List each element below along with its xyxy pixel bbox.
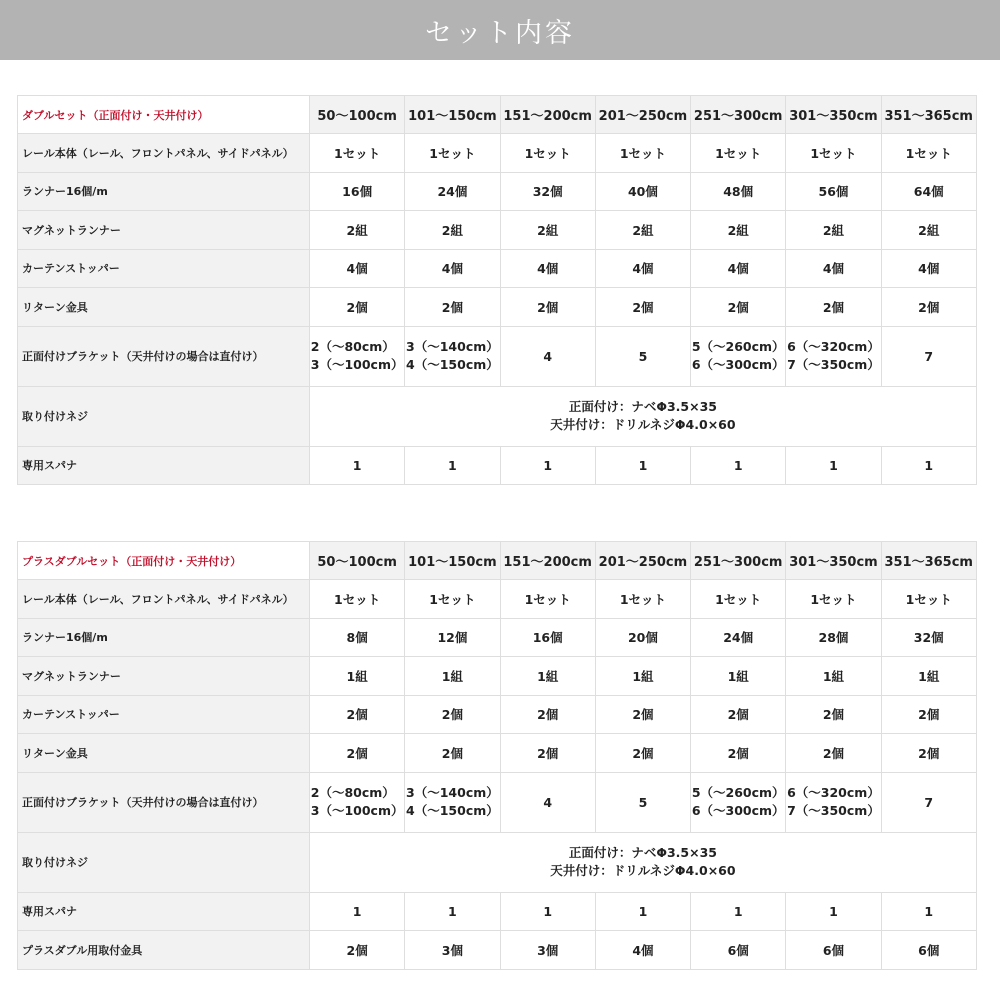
bracket-line: 7（〜350cm）	[787, 803, 880, 818]
bracket-cell	[405, 326, 500, 386]
table-cell: 6個	[786, 931, 881, 970]
table-cell: 1	[595, 892, 690, 931]
table-cell: 2個	[881, 734, 976, 773]
row-label: レール本体（レール、フロントパネル、サイドパネル）	[18, 134, 310, 173]
screws-cell	[310, 386, 977, 446]
size-column-header: 101〜150cm	[405, 542, 500, 580]
table-cell: 2個	[405, 288, 500, 327]
size-column-header: 351〜365cm	[881, 542, 976, 580]
table-header-row	[18, 96, 977, 134]
table-cell: 1	[310, 446, 405, 485]
table-cell: 1	[691, 892, 786, 931]
table-cell: 2個	[691, 288, 786, 327]
size-column-header: 251〜300cm	[691, 96, 786, 134]
screws-row	[18, 386, 977, 446]
bracket-lines	[787, 338, 880, 374]
table-cell: 1組	[405, 657, 500, 696]
screw-spec-line: 天井付け：ドリルネジΦ4.0×60	[550, 417, 736, 432]
table-heading: プラスダブルセット（正面付け・天井付け）	[18, 542, 310, 580]
table-cell: 1組	[500, 657, 595, 696]
table-cell: 2個	[595, 695, 690, 734]
bracket-cell: 7	[881, 772, 976, 832]
row-label: リターン金具	[18, 734, 310, 773]
table-row	[18, 695, 977, 734]
bracket-line: 4（〜150cm）	[406, 803, 499, 818]
table-cell: 2個	[405, 734, 500, 773]
size-column-header: 351〜365cm	[881, 96, 976, 134]
table-cell: 32個	[500, 172, 595, 211]
bracket-line: 6（〜320cm）	[787, 339, 880, 354]
bracket-cell: 7	[881, 326, 976, 386]
table-cell: 2個	[500, 734, 595, 773]
table-cell: 1セット	[786, 134, 881, 173]
bracket-lines	[787, 784, 880, 820]
table-cell: 2個	[691, 734, 786, 773]
bracket-cell: 4	[500, 326, 595, 386]
bracket-line: 4（〜150cm）	[406, 357, 499, 372]
table-row	[18, 446, 977, 485]
table-row	[18, 288, 977, 327]
table-cell: 1	[595, 446, 690, 485]
table-cell: 2個	[595, 288, 690, 327]
table-cell: 2個	[881, 695, 976, 734]
table-cell: 2組	[595, 211, 690, 250]
table-cell: 4個	[500, 249, 595, 288]
bracket-lines	[311, 784, 404, 820]
double-set-table	[17, 95, 977, 485]
table-cell: 2組	[881, 211, 976, 250]
size-column-header: 151〜200cm	[500, 542, 595, 580]
table-cell: 2個	[310, 695, 405, 734]
table-cell: 28個	[786, 618, 881, 657]
table-cell: 4個	[595, 931, 690, 970]
table-cell: 1	[405, 892, 500, 931]
table-cell: 2個	[310, 288, 405, 327]
screws-row	[18, 832, 977, 892]
row-label: ランナー16個/m	[18, 618, 310, 657]
table-cell: 20個	[595, 618, 690, 657]
table-cell: 4個	[786, 249, 881, 288]
table-cell: 2組	[500, 211, 595, 250]
table-cell: 32個	[881, 618, 976, 657]
screw-spec-line: 天井付け：ドリルネジΦ4.0×60	[550, 863, 736, 878]
table-cell: 1	[405, 446, 500, 485]
table-cell: 1組	[310, 657, 405, 696]
bracket-row	[18, 326, 977, 386]
row-label: 専用スパナ	[18, 892, 310, 931]
size-column-header: 301〜350cm	[786, 96, 881, 134]
table-cell: 1セット	[691, 580, 786, 619]
row-label: カーテンストッパー	[18, 695, 310, 734]
bracket-line: 3（〜100cm）	[310, 357, 404, 372]
bracket-line: 6（〜320cm）	[787, 785, 880, 800]
table-row	[18, 580, 977, 619]
bracket-cell: 5	[595, 772, 690, 832]
table-row	[18, 618, 977, 657]
bracket-cell: 4	[500, 772, 595, 832]
table-row	[18, 249, 977, 288]
screw-spec-line: 正面付け：ナベΦ3.5×35	[568, 399, 717, 414]
bracket-line: 5（〜260cm）	[691, 785, 785, 800]
bracket-line: 3（〜140cm）	[406, 339, 499, 354]
size-column-header: 50〜100cm	[310, 96, 405, 134]
table-cell: 6個	[691, 931, 786, 970]
table-cell: 24個	[405, 172, 500, 211]
table-cell: 4個	[595, 249, 690, 288]
bracket-cell: 5	[595, 326, 690, 386]
table-cell: 48個	[691, 172, 786, 211]
row-label: 取り付けネジ	[18, 386, 310, 446]
table-row	[18, 134, 977, 173]
bracket-line: 7（〜350cm）	[787, 357, 880, 372]
table-cell: 8個	[310, 618, 405, 657]
table-cell: 2個	[786, 734, 881, 773]
table-cell: 1セット	[595, 580, 690, 619]
table-cell: 1	[881, 446, 976, 485]
bracket-line: 6（〜300cm）	[691, 357, 785, 372]
table-cell: 1セット	[881, 580, 976, 619]
table-cell: 4個	[881, 249, 976, 288]
table-cell: 1セット	[881, 134, 976, 173]
screws-cell	[310, 832, 977, 892]
table-cell: 2個	[595, 734, 690, 773]
table-cell: 6個	[881, 931, 976, 970]
table-cell: 1組	[786, 657, 881, 696]
size-column-header: 201〜250cm	[595, 96, 690, 134]
table-cell: 1セット	[786, 580, 881, 619]
row-label: 専用スパナ	[18, 446, 310, 485]
bracket-cell	[310, 772, 405, 832]
bracket-line: 3（〜100cm）	[310, 803, 404, 818]
bracket-cell	[691, 326, 786, 386]
table-cell: 2個	[310, 931, 405, 970]
table-cell: 2組	[405, 211, 500, 250]
table-heading: ダブルセット（正面付け・天井付け）	[18, 96, 310, 134]
bracket-line: 3（〜140cm）	[406, 785, 499, 800]
table-row	[18, 734, 977, 773]
bracket-line: 2（〜80cm）	[310, 785, 395, 800]
bracket-cell	[691, 772, 786, 832]
table-row	[18, 892, 977, 931]
row-label: 正面付けブラケット（天井付けの場合は直付け）	[18, 772, 310, 832]
screw-spec-line: 正面付け：ナベΦ3.5×35	[568, 845, 717, 860]
row-label: カーテンストッパー	[18, 249, 310, 288]
bracket-cell	[405, 772, 500, 832]
row-label: 正面付けブラケット（天井付けの場合は直付け）	[18, 326, 310, 386]
table-cell: 1	[691, 446, 786, 485]
table-cell: 1	[500, 892, 595, 931]
row-label: リターン金具	[18, 288, 310, 327]
bracket-lines	[692, 784, 785, 820]
table-cell: 1組	[691, 657, 786, 696]
plus-double-set-table	[17, 541, 977, 970]
table-cell: 16個	[500, 618, 595, 657]
table-cell: 1セット	[500, 134, 595, 173]
bracket-line: 6（〜300cm）	[691, 803, 785, 818]
size-column-header: 50〜100cm	[310, 542, 405, 580]
table-cell: 2個	[881, 288, 976, 327]
table-cell: 12個	[405, 618, 500, 657]
table-row	[18, 931, 977, 970]
table-cell: 1	[500, 446, 595, 485]
table-cell: 2個	[786, 288, 881, 327]
table-row	[18, 211, 977, 250]
row-label: マグネットランナー	[18, 657, 310, 696]
table-cell: 1セット	[595, 134, 690, 173]
row-label: マグネットランナー	[18, 211, 310, 250]
table-cell: 1セット	[310, 134, 405, 173]
bracket-cell	[786, 326, 881, 386]
table-cell: 2個	[786, 695, 881, 734]
table-cell: 1	[786, 892, 881, 931]
size-column-header: 101〜150cm	[405, 96, 500, 134]
table-cell: 1	[881, 892, 976, 931]
table-cell: 2個	[405, 695, 500, 734]
row-label: 取り付けネジ	[18, 832, 310, 892]
table-cell: 1組	[595, 657, 690, 696]
table-cell: 3個	[500, 931, 595, 970]
bracket-lines	[692, 338, 785, 374]
table-cell: 2個	[500, 695, 595, 734]
size-column-header: 301〜350cm	[786, 542, 881, 580]
bracket-lines	[406, 784, 499, 820]
table-cell: 2組	[691, 211, 786, 250]
table-cell: 2個	[310, 734, 405, 773]
table-cell: 1セット	[405, 580, 500, 619]
row-label: レール本体（レール、フロントパネル、サイドパネル）	[18, 580, 310, 619]
table-cell: 2個	[500, 288, 595, 327]
bracket-cell	[310, 326, 405, 386]
table-cell: 4個	[691, 249, 786, 288]
table-cell: 4個	[405, 249, 500, 288]
table-header-row	[18, 542, 977, 580]
bracket-lines	[311, 338, 404, 374]
table-cell: 16個	[310, 172, 405, 211]
row-label: ランナー16個/m	[18, 172, 310, 211]
table-cell: 2組	[786, 211, 881, 250]
table-cell: 64個	[881, 172, 976, 211]
bracket-lines	[406, 338, 499, 374]
table-cell: 2組	[310, 211, 405, 250]
table-cell: 4個	[310, 249, 405, 288]
size-column-header: 151〜200cm	[500, 96, 595, 134]
table-row	[18, 172, 977, 211]
bracket-row	[18, 772, 977, 832]
table-cell: 3個	[405, 931, 500, 970]
table-cell: 1セット	[500, 580, 595, 619]
table-cell: 1セット	[405, 134, 500, 173]
bracket-cell	[786, 772, 881, 832]
size-column-header: 201〜250cm	[595, 542, 690, 580]
table-cell: 1	[310, 892, 405, 931]
table-cell: 1組	[881, 657, 976, 696]
table-cell: 2個	[691, 695, 786, 734]
table-cell: 1セット	[310, 580, 405, 619]
row-label: プラスダブル用取付金具	[18, 931, 310, 970]
table-cell: 40個	[595, 172, 690, 211]
table-cell: 1	[786, 446, 881, 485]
size-column-header: 251〜300cm	[691, 542, 786, 580]
bracket-line: 2（〜80cm）	[310, 339, 395, 354]
table-cell: 1セット	[691, 134, 786, 173]
bracket-line: 5（〜260cm）	[691, 339, 785, 354]
table-cell: 24個	[691, 618, 786, 657]
page-title: セット内容	[0, 0, 1000, 60]
table-cell: 56個	[786, 172, 881, 211]
table-row	[18, 657, 977, 696]
